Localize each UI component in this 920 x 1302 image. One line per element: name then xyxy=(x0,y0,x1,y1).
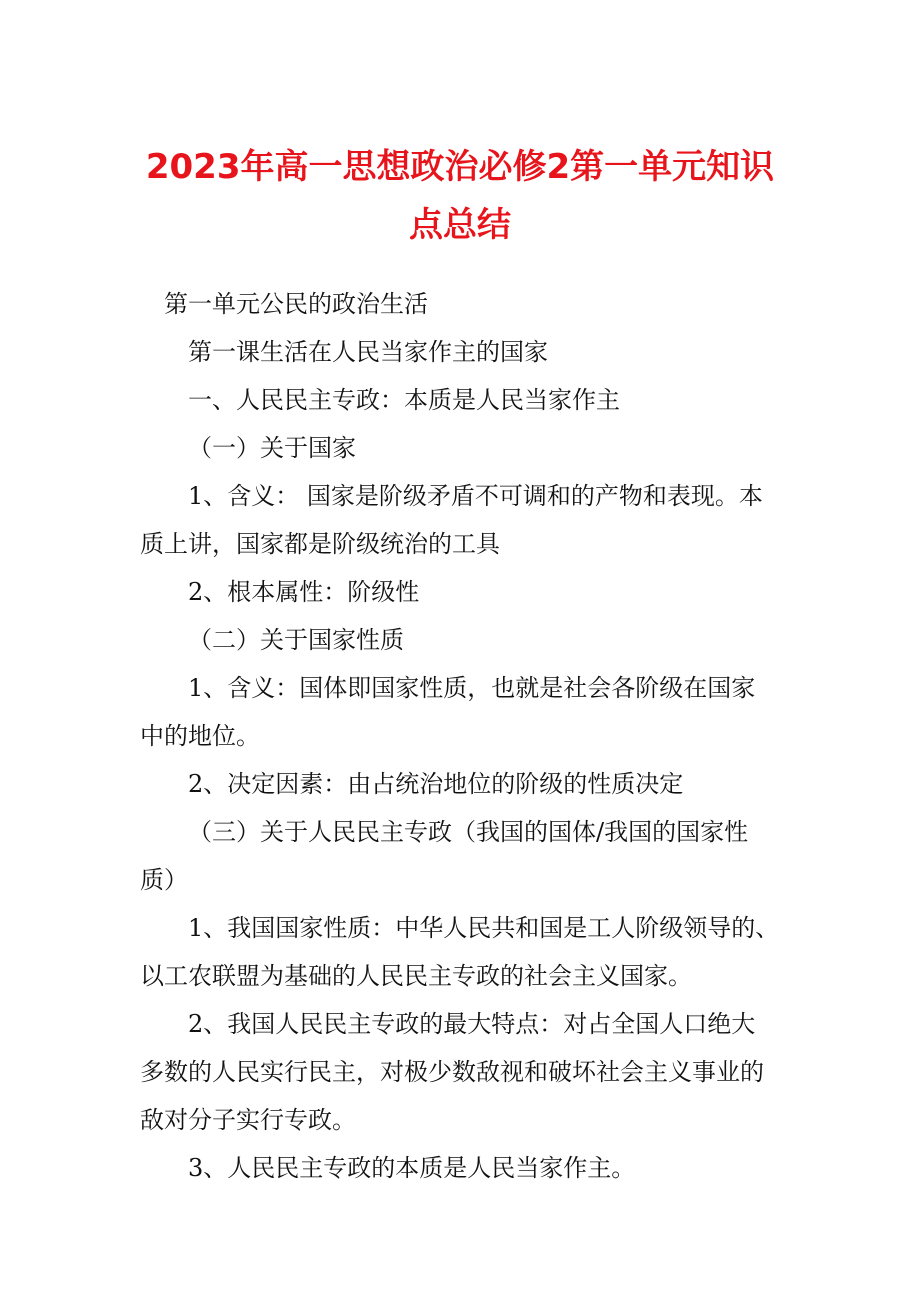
subsection-heading: （三）关于人民民主专政（我国的国体/我国的国家性 xyxy=(188,818,749,846)
paragraph-line: 3、人民民主专政的本质是人民当家作主。 xyxy=(188,1154,636,1182)
unit-heading: 第一单元公民的政治生活 xyxy=(164,290,428,318)
lesson-heading: 第一课生活在人民当家作主的国家 xyxy=(188,338,548,366)
paragraph-line: 敌对分子实行专政。 xyxy=(140,1106,356,1134)
paragraph-line: 1、我国国家性质：中华人民共和国是工人阶级领导的、 xyxy=(188,914,780,942)
paragraph-line: 质上讲，国家都是阶级统治的工具 xyxy=(140,530,500,558)
paragraph-line: 中的地位。 xyxy=(140,722,260,750)
paragraph-line: 1、含义：国体即国家性质，也就是社会各阶级在国家 xyxy=(188,674,756,702)
paragraph-line: 以工农联盟为基础的人民民主专政的社会主义国家。 xyxy=(140,962,692,990)
paragraph-line: 1、含义： 国家是阶级矛盾不可调和的产物和表现。本 xyxy=(188,482,763,510)
section-heading: 一、人民民主专政：本质是人民当家作主 xyxy=(188,386,620,414)
paragraph-line: 2、根本属性：阶级性 xyxy=(188,578,420,606)
subsection-heading: （二）关于国家性质 xyxy=(188,626,404,654)
document-title-line-1: 2023年高一思想政治必修2第一单元知识 xyxy=(145,147,775,187)
document-title-line-2: 点总结 xyxy=(409,205,511,245)
paragraph-line: 2、决定因素：由占统治地位的阶级的性质决定 xyxy=(188,770,684,798)
paragraph-line: 多数的人民实行民主，对极少数敌视和破坏社会主义事业的 xyxy=(140,1058,764,1086)
subsection-heading: （一）关于国家 xyxy=(188,434,356,462)
paragraph-line: 2、我国人民民主专政的最大特点：对占全国人口绝大 xyxy=(188,1010,756,1038)
paragraph-line: 质） xyxy=(140,866,188,894)
